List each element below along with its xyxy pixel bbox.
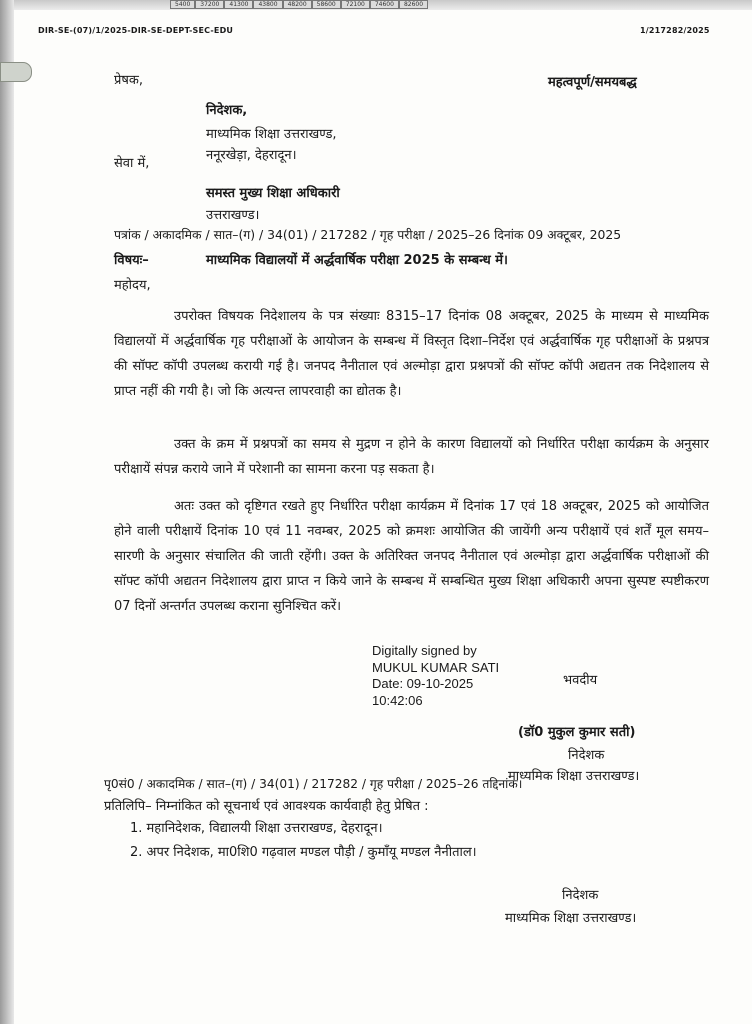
sender-office: माध्यमिक शिक्षा उत्तराखण्ड, xyxy=(206,127,337,142)
table-cell: 43800 xyxy=(253,0,282,9)
sender-name: निदेशक, xyxy=(206,103,248,118)
table-cell: 72100 xyxy=(341,0,370,9)
recipient-name: समस्त मुख्य शिक्षा अधिकारी xyxy=(206,186,340,201)
table-cell: 74600 xyxy=(370,0,399,9)
letter-reference: पत्रांक / अकादमिक / सात–(ग) / 34(01) / 217282 / गृह परीक्षा / 2025–26 दिनांक 09 अक्टूबर, 2025 xyxy=(114,227,622,242)
table-cell: 58600 xyxy=(312,0,341,9)
signature-line-2: MUKUL KUMAR SATI xyxy=(372,659,500,675)
sender-label: प्रेषक, xyxy=(114,73,144,88)
table-cell: 48200 xyxy=(283,0,312,9)
salutation: महोदय, xyxy=(114,278,151,293)
footer-office: माध्यमिक शिक्षा उत्तराखण्ड। xyxy=(505,911,637,926)
sender-address: ननूरखेड़ा, देहरादून। xyxy=(206,148,297,163)
closing-name: (डॉ0 मुकुल कुमार सती) xyxy=(518,725,636,740)
table-cell: 5400 xyxy=(170,0,195,9)
closing-designation: निदेशक xyxy=(568,748,605,763)
file-reference: DIR-SE-(07)/1/2025-DIR-SE-DEPT-SEC-EDU xyxy=(38,26,234,35)
closing-office: माध्यमिक शिक्षा उत्तराखण्ड। xyxy=(508,769,640,784)
copy-reference: पृ0सं0 / अकादमिक / सात–(ग) / 34(01) / 217282 / गृह परीक्षा / 2025–26 तद्दिनांक। xyxy=(104,777,523,791)
paragraph-3: अतः उक्त को दृष्टिगत रखते हुए निर्धारित परीक्षा कार्यक्रम में दिनांक 17 एवं 18 अक्टूबर, 2025 को आयोजित होने वाली परीक्षायें दिनांक 10 एवं 11 नवम्बर, 2025 को क्रमशः आयोजित की जायेंगी अन्य परीक्षायें एवं शर्तें मूल समय–सारणी के अनुसार संचालित की जाती रहेंगी। उक्त के अतिरिक्त जनपद नैनीताल एवं अल्मोड़ा द्वारा अर्द्धवार्षिक परीक्षाओं की सॉफ्ट कॉपी अद्यतन निदेशालय द्वारा प्राप्त न किये जाने के सम्बन्ध में सम्बन्धित मुख्य शिक्षा अधिकारी अपना सुस्पष्ट स्पष्टीकरण 07 दिनों अन्तर्गत उपलब्ध कराना सुनिश्चित करें। xyxy=(114,499,709,614)
table-cell: 82600 xyxy=(399,0,428,9)
paper-clip xyxy=(0,62,32,82)
signature-line-3: Date: 09-10-2025 xyxy=(372,676,474,691)
footer-designation: निदेशक xyxy=(562,888,599,903)
signature-line-1: Digitally signed by xyxy=(372,643,477,658)
page-left-edge xyxy=(0,0,14,1024)
copy-item-2: 2. अपर निदेशक, मा0शि0 गढ़वाल मण्डल पौड़ी / कुमाँयू मण्डल नैनीताल। xyxy=(130,845,477,860)
closing-yours: भवदीय xyxy=(563,673,598,688)
subject-label: विषयः– xyxy=(114,253,149,268)
copy-item-1: 1. महानिदेशक, विद्यालयी शिक्षा उत्तराखण्ड, देहरादून। xyxy=(130,821,383,836)
paragraph-1: उपरोक्त विषयक निदेशालय के पत्र संख्याः 8315–17 दिनांक 08 अक्टूबर, 2025 के माध्यम से माध्यमिक विद्यालयों में अर्द्धवार्षिक गृह परीक्षाओं के आयोजन के सम्बन्ध में विस्तृत दिशा–निर्देश एवं अर्द्धवार्षिक गृह परीक्षाओं के प्रश्नपत्र की सॉफ्ट कॉपी उपलब्ध करायी गई है। जनपद नैनीताल एवं अल्मोड़ा द्वारा प्रश्नपत्रों की सॉफ्ट कॉपी अद्यतन तक निदेशालय से प्राप्त नहीं की गयी है। जो कि अत्यन्त लापरवाही का द्योतक है। xyxy=(114,309,709,399)
document-number: 1/217282/2025 xyxy=(640,26,710,35)
subject-text: माध्यमिक विद्यालयों में अर्द्धवार्षिक परीक्षा 2025 के सम्बन्ध में। xyxy=(206,253,508,268)
signature-line-4: 10:42:06 xyxy=(372,692,423,708)
background-table-strip xyxy=(170,0,428,9)
paragraph-2: उक्त के क्रम में प्रश्नपत्रों का समय से मुद्रण न होने के कारण विद्यालयों को निर्धारित परीक्षा कार्यक्रम के अनुसार परीक्षायें संपन्न कराये जाने में परेशानी का सामना करना पड़ सकता है। xyxy=(114,437,709,477)
recipient-state: उत्तराखण्ड। xyxy=(206,208,260,223)
copy-intro: प्रतिलिपि– निम्नांकित को सूचनार्थ एवं आवश्यक कार्यवाही हेतु प्रेषित : xyxy=(104,799,429,814)
table-cell: 37200 xyxy=(195,0,224,9)
priority-label: महत्वपूर्ण/समयबद्ध xyxy=(548,75,637,90)
recipient-label: सेवा में, xyxy=(114,156,150,171)
table-cell: 41300 xyxy=(224,0,253,9)
digital-signature xyxy=(372,643,499,709)
